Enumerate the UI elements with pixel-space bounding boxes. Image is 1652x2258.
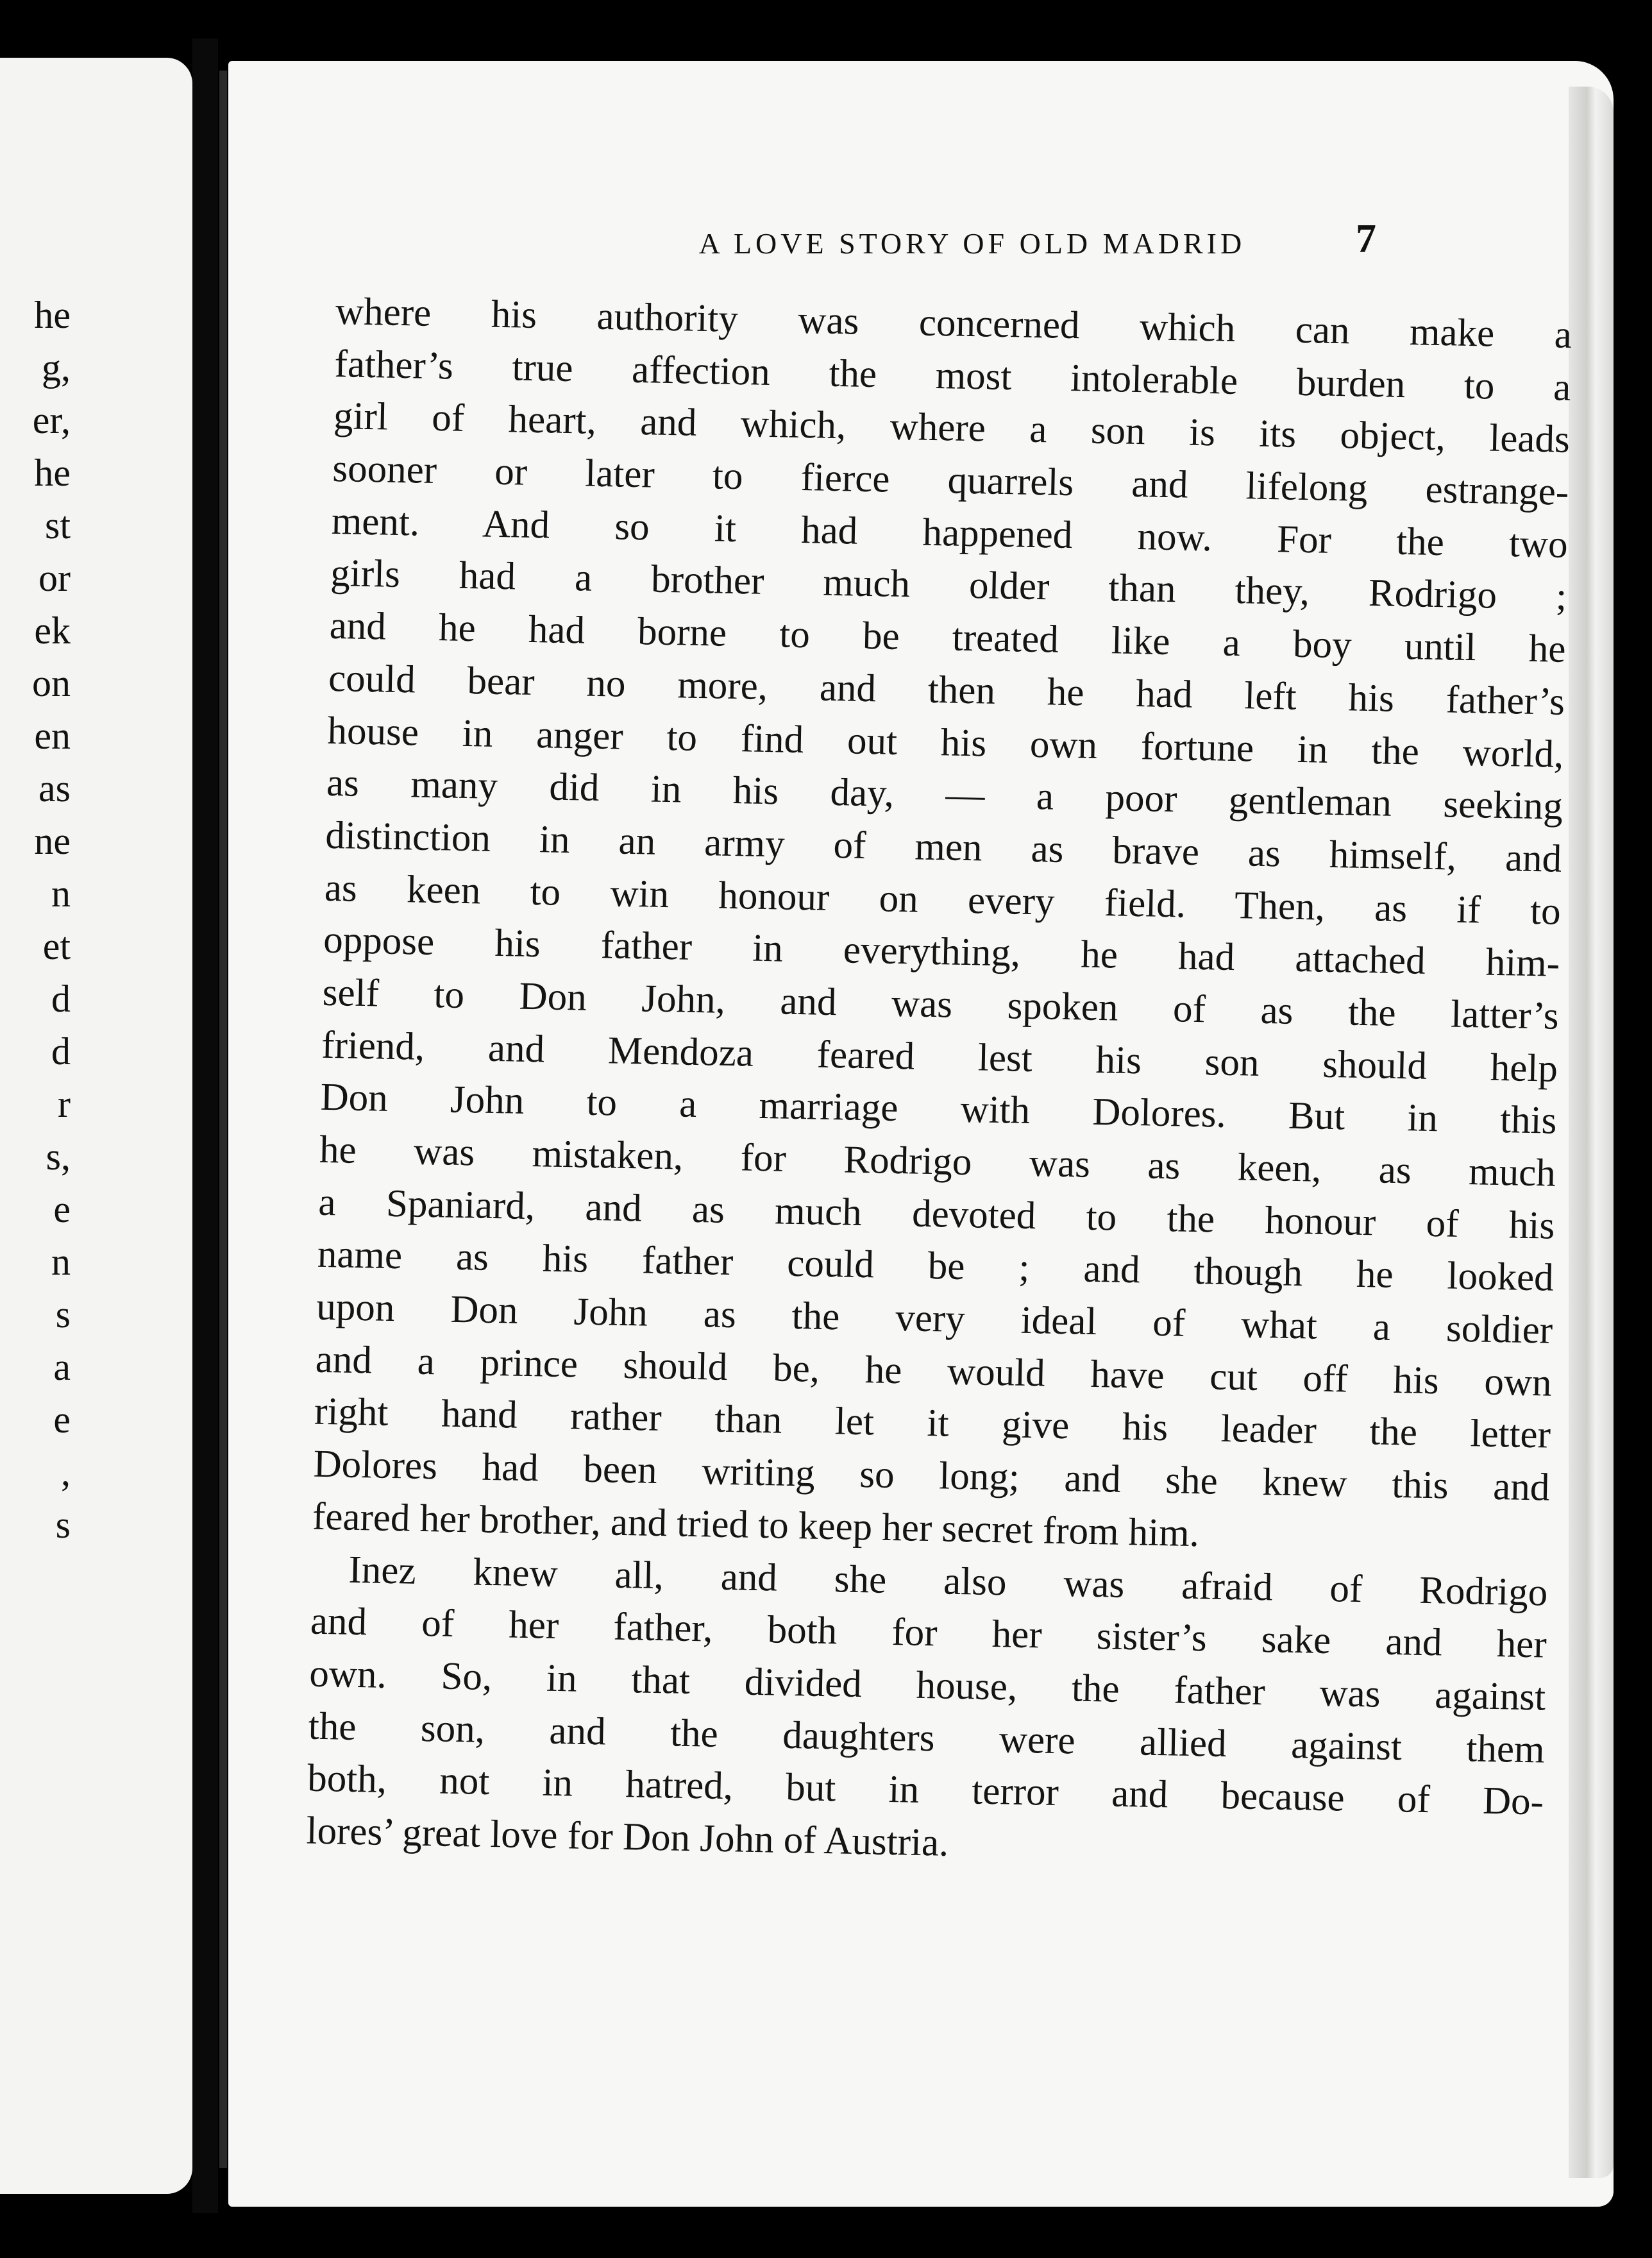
text-line: Don John to a marriage with Dolores. But in this [320, 1076, 1557, 1143]
body-text [306, 285, 1572, 1881]
text-line: both, not in hatred, but in terror and because of Do- [307, 1756, 1544, 1824]
text-line: Dolores had been writing so long; and she knew this and [313, 1442, 1551, 1509]
facing-page-fragment-line: e [53, 1188, 71, 1230]
gutter-shadow-line [219, 71, 227, 2168]
text-line: feared her brother, and tried to keep her secret from him. [312, 1495, 1200, 1556]
facing-page-fragment-line: g, [42, 346, 71, 389]
facing-page-text [0, 289, 71, 1551]
facing-page-fragment-line: or [38, 557, 71, 599]
text-line: where his authority was concerned which can make a [335, 289, 1572, 357]
facing-page-fragment-line: on [32, 662, 71, 704]
facing-page-fragment-line: r [58, 1083, 71, 1125]
text-line: right hand rather than let it give his leader the letter [314, 1390, 1551, 1457]
text-line: he was mistaken, for Rodrigo was as keen, as much [319, 1128, 1556, 1195]
text-line: friend, and Mendoza feared lest his son should help [321, 1023, 1558, 1091]
text-line: and a prince should be, he would have cut off his own [315, 1337, 1553, 1405]
text-line: girls had a brother much older than they, Rodrigo ; [330, 552, 1567, 619]
text-line: distinction in an army of men as brave as himself, and [324, 813, 1562, 881]
text-line: own. So, in that divided house, the father was against [308, 1652, 1546, 1719]
text-line: as many did in his day, — a poor gentleman seeking [326, 761, 1564, 829]
facing-page-fragment-line: d [51, 978, 71, 1020]
book-gutter [192, 38, 218, 2213]
text-line: could bear no more, and then he had left his father’s [328, 656, 1565, 724]
text-line: self to Don John, and was spoken of as the latter’s [322, 971, 1560, 1038]
running-title: A LOVE STORY OF OLD MADRID [698, 227, 1246, 260]
facing-page-fragment-line: n [51, 872, 71, 915]
text-line: girl of heart, and which, where a son is its object, leads [333, 395, 1571, 462]
facing-page-fragment [0, 58, 192, 2194]
facing-page-fragment-line: n [51, 1241, 71, 1283]
page-edge [1569, 87, 1614, 2178]
facing-page-fragment-line: he [34, 294, 71, 336]
facing-page-fragment-line: as [38, 767, 71, 810]
facing-page-fragment-line: , [61, 1451, 71, 1493]
text-line: house in anger to find out his own fortune in the world, [327, 709, 1564, 776]
facing-page-fragment-line: st [44, 504, 71, 547]
text-line: and of her father, both for her sister’s sake and her [310, 1599, 1547, 1667]
facing-page-fragment-line: d [51, 1030, 71, 1073]
facing-page-fragment-line: ne [34, 820, 71, 862]
facing-page-fragment-line: he [34, 452, 71, 494]
facing-page-fragment-line: s, [46, 1135, 71, 1178]
text-line: lores’ great love for Don John of Austria. [306, 1809, 949, 1865]
facing-page-fragment-line: s [55, 1504, 71, 1546]
text-line: upon Don John as the very ideal of what a soldier [316, 1285, 1553, 1352]
facing-page-fragment-line: et [42, 925, 71, 967]
facing-page-fragment-line: a [53, 1346, 71, 1388]
text-line: name as his father could be ; and though he looked [317, 1233, 1555, 1300]
facing-page-fragment-line: ek [34, 609, 71, 652]
text-line: Inez knew all, and she also was afraid of Rodrigo [348, 1548, 1548, 1615]
text-line: the son, and the daughters were allied against them [308, 1704, 1546, 1772]
text-line: ment. And so it had happened now. For the two [331, 499, 1569, 566]
text-line: oppose his father in everything, he had attached him- [323, 919, 1560, 986]
text-line: sooner or later to fierce quarrels and lifelong estrange- [332, 447, 1569, 514]
facing-page-fragment-line: e [53, 1398, 71, 1441]
text-line: father’s true affection the most intolerable burden to a [334, 342, 1571, 409]
page-number: 7 [1356, 216, 1376, 261]
facing-page-fragment-line: s [55, 1293, 71, 1336]
book-page [228, 61, 1614, 2207]
facing-page-fragment-line: en [34, 715, 71, 757]
text-line: as keen to win honour on every field. Then, as if to [324, 866, 1562, 933]
text-line: a Spaniard, and as much devoted to the honour of his [317, 1180, 1555, 1248]
facing-page-fragment-line: er, [32, 399, 71, 441]
text-line: and he had borne to be treated like a boy until he [329, 604, 1567, 672]
